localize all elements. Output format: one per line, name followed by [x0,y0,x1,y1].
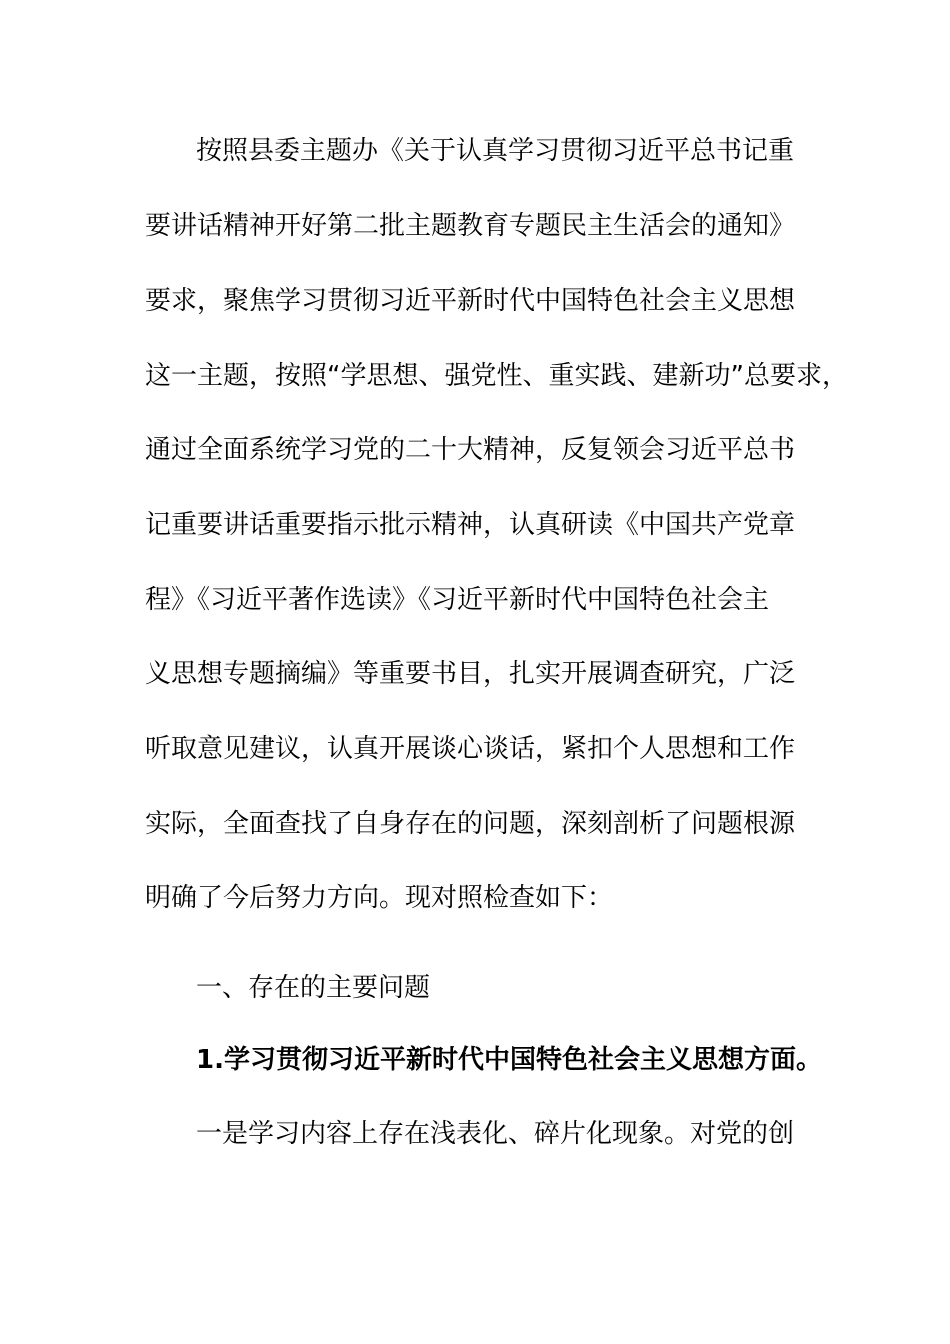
paragraph-line: 程》《习近平著作选读》《习近平新时代中国特色社会主 [145,585,770,615]
paragraph-line: 一是学习内容上存在浅表化、碎片化现象。对党的创 [196,1119,795,1149]
paragraph-line: 通过全面系统学习党的二十大精神，反复领会习近平总书 [145,435,796,465]
paragraph-line: 记重要讲话重要指示批示精神，认真研读《中国共产党章 [145,510,796,540]
paragraph-line: 这一主题，按照“学思想、强党性、重实践、建新功”总要求， [145,361,848,391]
section-heading: 一、存在的主要问题 [196,973,431,1003]
subsection-heading: 1.学习贯彻习近平新时代中国特色社会主义思想方面。 [196,1045,822,1075]
paragraph-line: 听取意见建议，认真开展谈心谈话，紧扣个人思想和工作 [145,734,796,764]
paragraph-line: 明确了今后努力方向。现对照检查如下： [145,883,614,913]
paragraph-line: 按照县委主题办《关于认真学习贯彻习近平总书记重 [196,136,795,166]
paragraph-line: 实际，全面查找了自身存在的问题，深刻剖析了问题根源 [145,809,796,839]
paragraph-line: 要讲话精神开好第二批主题教育专题民主生活会的通知》 [145,211,796,241]
paragraph-line: 义思想专题摘编》等重要书目，扎实开展调查研究，广泛 [145,659,796,689]
paragraph-line: 要求，聚焦学习贯彻习近平新时代中国特色社会主义思想 [145,286,796,316]
